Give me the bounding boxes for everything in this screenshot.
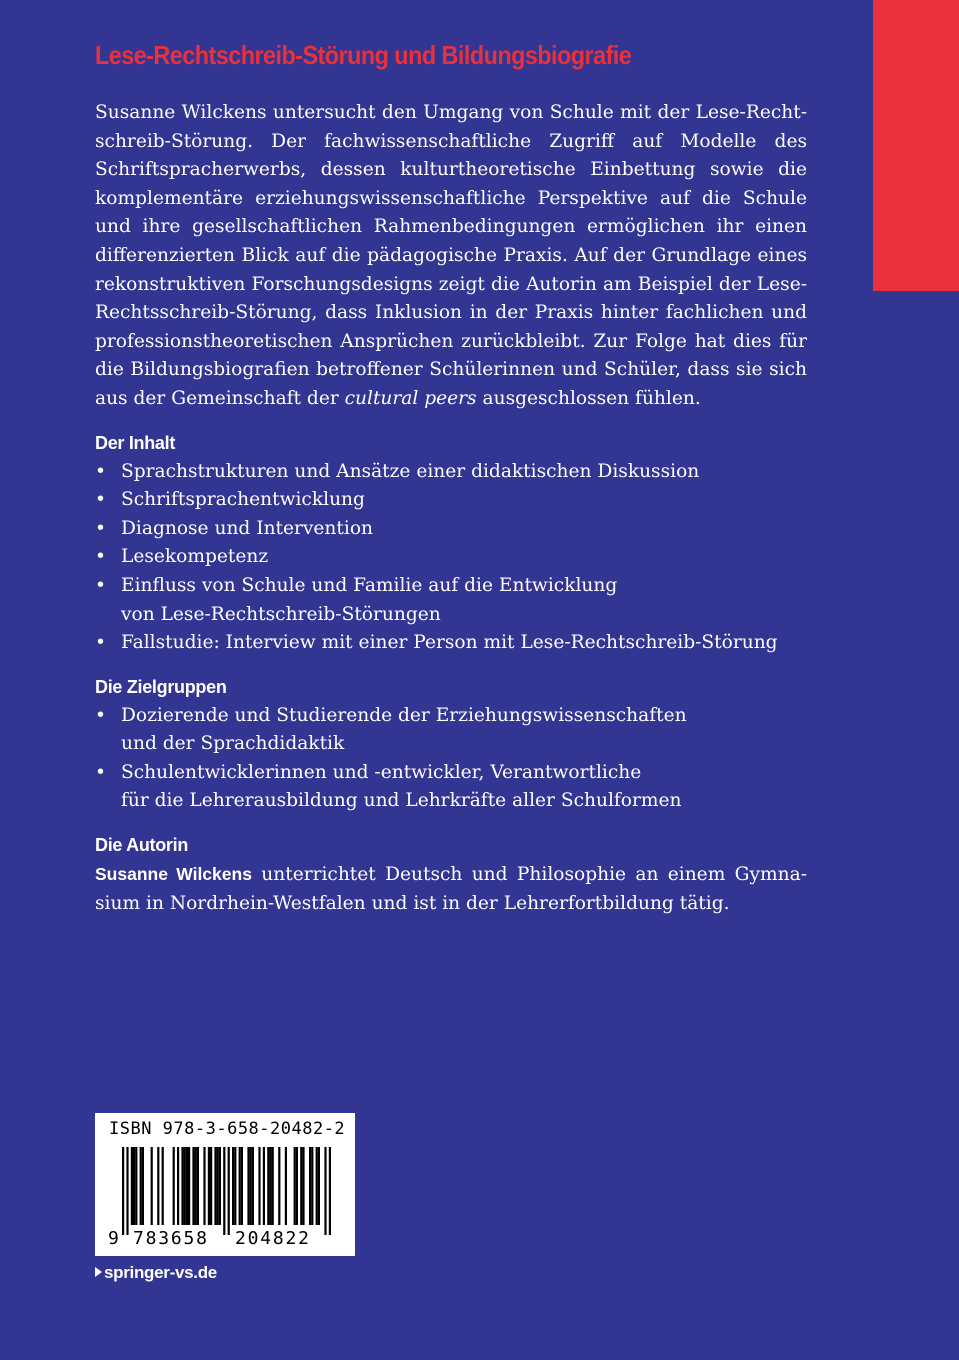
barcode-bar — [142, 1147, 144, 1225]
barcode-bar — [241, 1147, 243, 1225]
barcode-bar — [302, 1147, 304, 1225]
barcode-bar — [263, 1147, 265, 1225]
author-bio-text: unterrichtet Deutsch und Philosophie an einem Gymnasium in Nordrhein-Westfalen und ist in der Lehrerfortbildung tätig. — [95, 864, 807, 914]
list-item-text-continued: und der Sprachdidaktik — [121, 733, 345, 755]
barcode-bar — [188, 1147, 190, 1225]
list-item — [95, 702, 807, 759]
author-name: Susanne Wilckens — [95, 864, 252, 885]
barcode-bar — [232, 1147, 234, 1225]
barcode-bar — [162, 1147, 164, 1225]
bullet-icon: • — [95, 574, 106, 596]
barcode-bar — [133, 1147, 135, 1225]
barcode-bar — [140, 1147, 142, 1225]
barcode-bar — [329, 1147, 331, 1235]
barcode-bar — [318, 1147, 320, 1225]
barcode-bar — [203, 1147, 205, 1225]
list-item — [95, 572, 807, 629]
section-heading-zielgruppen: Die Zielgruppen — [95, 676, 227, 697]
barcode-bar — [258, 1147, 260, 1225]
barcode-bar — [228, 1147, 230, 1235]
barcode-bar — [181, 1147, 183, 1225]
isbn-label: ISBN 978-3-658-20482-2 — [109, 1119, 346, 1139]
section-heading-autorin: Die Autorin — [95, 835, 189, 856]
bullet-icon: • — [95, 517, 106, 539]
list-item — [95, 543, 807, 572]
barcode-bar — [214, 1147, 216, 1225]
barcode-lead-digit: 9 — [108, 1228, 119, 1249]
bullet-icon: • — [95, 761, 106, 783]
barcode-bar — [247, 1147, 249, 1225]
barcode-bar — [157, 1147, 159, 1225]
target-groups-list — [95, 702, 807, 816]
list-item — [95, 759, 807, 816]
barcode-bar — [126, 1147, 128, 1235]
list-item-text: Schriftsprachentwicklung — [121, 489, 365, 511]
barcode-bar — [122, 1147, 124, 1235]
list-item — [95, 629, 807, 658]
barcode-bar — [269, 1147, 271, 1225]
barcode-bar — [250, 1147, 252, 1225]
book-description — [95, 99, 807, 414]
barcode-bar — [151, 1147, 153, 1225]
barcode-bar — [252, 1147, 254, 1225]
description-text: Susanne Wilckens untersucht den Umgang von Schule mit der Lese-Rechtschreib-Störung. Der fachwissenschaftliche Zugriff auf Modelle des Schriftspracherwerbs, dessen kulturtheoretische Einbettung sowie die komplementäre erziehungswissenschaftliche Perspektive auf die Schule und ihre gesellschaftlichen Rahmenbedingungen ermöglichen ihr einen differenzierten Blick auf die pädagogische Praxis. Auf der Grundlage eines rekonstruktiven Forschungsdesigns zeigt die Autorin am Beispiel der Lese-Rechtsschreib-Störung, dass Inklusion in der Praxis hinter fachlichen und professionstheoretischen Ansprüchen zurückbleibt. Zur Folge hat dies für die Bildungsbiografien betroffener Schülerinnen und Schüler, dass sie sich aus der Gemeinschaft der — [95, 102, 807, 409]
list-item — [95, 458, 807, 487]
bullet-icon: • — [95, 704, 106, 726]
barcode-bar — [177, 1147, 179, 1225]
barcode-bar — [195, 1147, 197, 1225]
barcode-bar — [239, 1147, 241, 1225]
bullet-icon: • — [95, 489, 106, 511]
list-item-text: Lesekompetenz — [121, 546, 269, 568]
publisher-url: springer-vs.de — [104, 1263, 217, 1282]
barcode-bar — [208, 1147, 210, 1225]
barcode-bar — [173, 1147, 175, 1225]
barcode-bar — [316, 1147, 318, 1225]
back-cover-content — [95, 40, 807, 918]
barcode-bar — [294, 1147, 296, 1225]
description-text-end: ausgeschlossen fühlen. — [476, 387, 701, 409]
barcode-left-digits: 783658 — [133, 1228, 209, 1249]
list-item-text: Fallstudie: Interview mit einer Person mit Lese-Rechtschreib-Störung — [121, 632, 778, 654]
barcode-bar — [131, 1147, 133, 1225]
barcode-bar — [197, 1147, 199, 1225]
isbn-barcode — [95, 1113, 355, 1256]
list-item-text: Schulentwicklerinnen und -entwickler, Verantwortliche — [121, 761, 642, 783]
triangle-right-icon — [95, 1267, 102, 1277]
list-item-text: Dozierende und Studierende der Erziehungswissenschaften — [121, 704, 687, 726]
list-item-text: Einfluss von Schule und Familie auf die Entwicklung — [121, 574, 618, 596]
bullet-icon: • — [95, 546, 106, 568]
barcode-bar — [300, 1147, 302, 1225]
description-italic-term: cultural peers — [344, 387, 477, 409]
barcode-bar — [223, 1147, 225, 1235]
list-item-text-continued: für die Lehrerausbildung und Lehrkräfte aller Schulformen — [121, 790, 682, 812]
barcode-bar — [267, 1147, 269, 1225]
list-item-text: Diagnose und Intervention — [121, 517, 373, 539]
book-title: Lese-Rechtschreib-Störung und Bildungsbiografie — [95, 40, 632, 70]
barcode-bar — [296, 1147, 298, 1225]
barcode-bar — [324, 1147, 326, 1235]
barcode-bar — [309, 1147, 311, 1225]
list-item — [95, 515, 807, 544]
barcode-bar — [217, 1147, 219, 1225]
list-item-text: Sprachstrukturen und Ansätze einer didaktischen Diskussion — [121, 460, 700, 482]
barcode-right-digits: 204822 — [235, 1228, 311, 1249]
contents-list — [95, 458, 807, 658]
barcode-bar — [186, 1147, 188, 1225]
bullet-icon: • — [95, 632, 106, 654]
red-accent-bar — [873, 0, 959, 291]
publisher-link[interactable] — [95, 1263, 217, 1283]
barcode-bar — [192, 1147, 194, 1225]
barcode-bar — [210, 1147, 212, 1225]
author-bio — [95, 860, 807, 918]
barcode-bar — [272, 1147, 274, 1225]
list-item — [95, 486, 807, 515]
bullet-icon: • — [95, 460, 106, 482]
barcode-bar — [311, 1147, 313, 1225]
barcode-bar — [219, 1147, 221, 1225]
barcode-bar — [278, 1147, 280, 1225]
barcode-bar — [184, 1147, 186, 1225]
barcode-bar — [285, 1147, 287, 1225]
section-heading-inhalt: Der Inhalt — [95, 432, 176, 453]
list-item-text-continued: von Lese-Rechtschreib-Störungen — [121, 603, 441, 625]
barcode-bar — [234, 1147, 236, 1225]
barcode-bar — [135, 1147, 137, 1225]
